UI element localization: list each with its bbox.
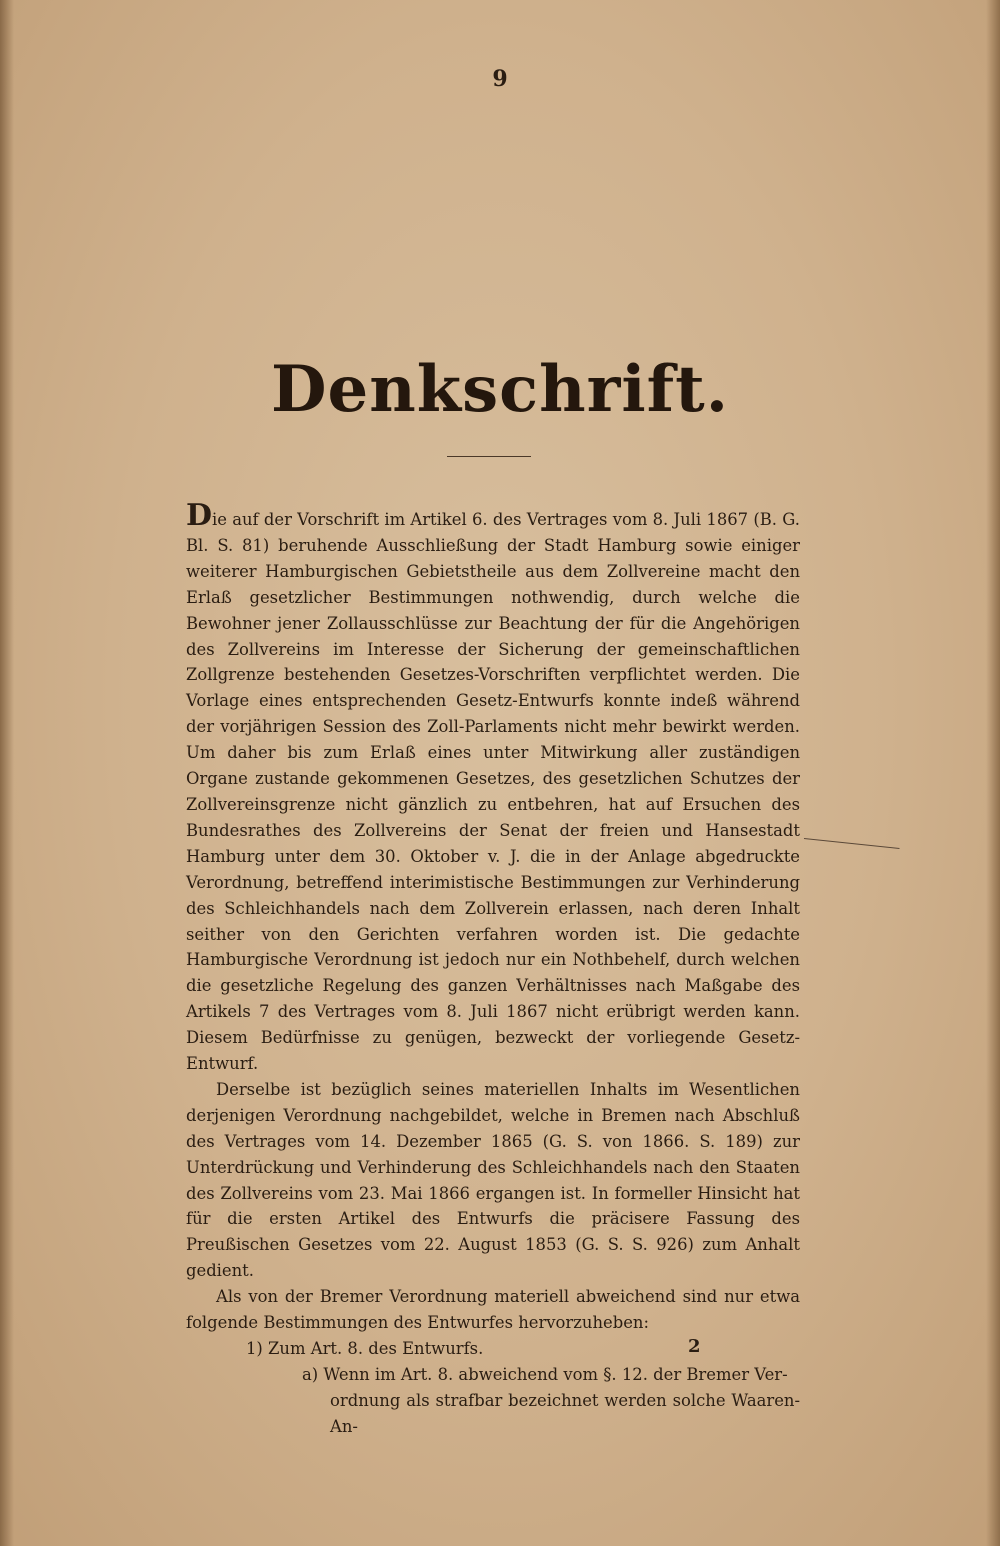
list-item-a-line-1: a) Wenn im Art. 8. abweichend vom §. 12. der Bremer Ver- [302, 1364, 788, 1384]
signature-mark: 2 [688, 1336, 701, 1357]
margin-pencil-mark [804, 838, 900, 849]
title-divider [447, 456, 531, 457]
page-title: Denkschrift. [270, 352, 730, 427]
drop-cap: D [186, 498, 213, 533]
page-edge-right [986, 0, 1000, 1546]
paragraph-1 [186, 498, 800, 1077]
page-number: 9 [492, 66, 508, 92]
list-item-1: 1) Zum Art. 8. des Entwurfs. [246, 1339, 484, 1358]
paragraph-1-text: ie auf der Vorschrift im Artikel 6. des Vertrages vom 8. Juli 1867 (B. G. Bl. S. 81) beruhende Ausschließung der Stadt Hamburg sowie einiger weiterer Hamburgischen Gebietstheile aus dem Zollvereine macht den Erlaß gesetzlicher Bestimmungen nothwendig, durch welche die Bewohner jener Zollausschlüsse zur Beachtung der für die Angehörigen des Zollvereins im Interesse der Sicherung der gemeinschaftlichen Zollgrenze bestehenden Gesetzes-Vorschriften verpflichtet werden. Die Vorlage eines entsprechenden Gesetz-Entwurfs konnte indeß während der vorjährigen Session des Zoll-Parlaments nicht mehr bewirkt werden. Um daher bis zum Erlaß eines unter Mitwirkung aller zuständigen Organe zustande gekommenen Gesetzes, des gesetzlichen Schutzes der Zollvereinsgrenze nicht gänzlich zu entbehren, hat auf Ersuchen des Bundesrathes des Zollvereins der Senat der freien und Hansestadt Hamburg unter dem 30. Oktober v. J. die in der Anlage abgedruckte Verordnung, betreffend interimistische Bestimmungen zur Verhinderung des Schleichhandels nach dem Zollverein erlassen, nach deren Inhalt seither von den Gerichten verfahren worden ist. Die gedachte Hamburgische Verordnung ist jedoch nur ein Nothbehelf, durch welchen die gesetzliche Regelung des ganzen Verhältnisses nach Maßgabe des Artikels 7 des Vertrages vom 8. Juli 1867 nicht erübrigt werden kann. Diesem Bedürfnisse zu genügen, bezweckt der vorliegende Gesetz-Entwurf. [186, 510, 800, 1074]
paragraph-2: Derselbe ist bezüglich seines materiellen Inhalts im Wesentlichen derjenigen Verordnung nachgebildet, welche in Bremen nach Abschluß des Vertrages vom 14. Dezember 1865 (G. S. von 1866. S. 189) zur Unterdrückung und Verhinderung des Schleichhandels nach den Staaten des Zollvereins vom 23. Mai 1866 ergangen ist. In formeller Hinsicht hat für die ersten Artikel des Entwurfs die präcisere Fassung des Preußischen Gesetzes vom 22. August 1853 (G. S. S. 926) zum Anhalt gedient. [186, 1079, 800, 1281]
body-text [186, 498, 800, 1440]
list-item-a-line-2: ordnung als strafbar bezeichnet werden solche Waaren-An- [330, 1390, 800, 1436]
page-edge-left [0, 0, 14, 1546]
paragraph-3: Als von der Bremer Verordnung materiell abweichend sind nur etwa folgende Bestimmungen des Entwurfes hervorzuheben: [186, 1287, 800, 1333]
